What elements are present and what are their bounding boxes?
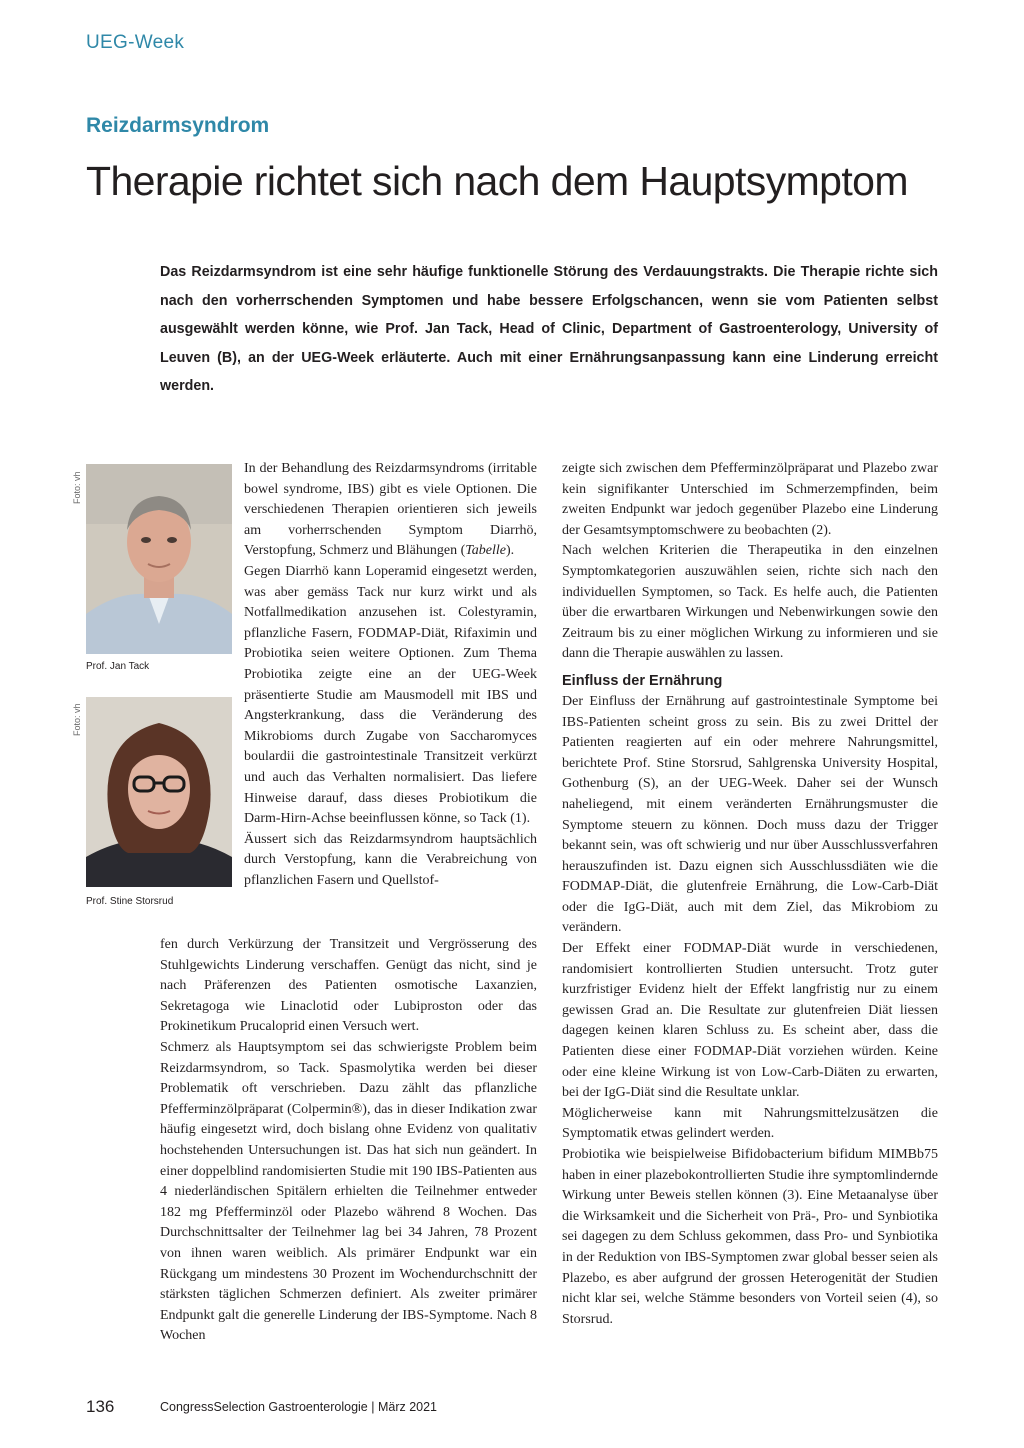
body-paragraph: Schmerz als Hauptsymptom sei das schwierigste Problem beim Reizdarmsyndrom, so Tack. Spasmolytika werden bei dieser Problematik oft verschrieben. Dazu zählt das pflanzliche Pfefferminzölpräparat (Colpermin®), das in dieser Indikation zwar häufig eingesetzt wird, doch bislang ohne Evidenz von qualitativ hochstehenden Untersuchungen ist. Das hat sich nun geändert. In einer doppelblind randomisierten Studie mit 190 IBS-Patienten aus 4 niederländischen Spitälern erhielten die Teilnehmer entweder 182 mg Pfefferminzöl oder Plazebo während 8 Wochen. Das Durchschnittsalter der Teilnehmer lag bei 34 Jahren, 78 Prozent von ihnen waren weiblich. Als primärer Endpunkt war ein Rückgang um mindestens 30 Prozent im Wochendurchschnitt der stärksten täglichen Schmerzen definiert. Als zweiter primärer Endpunkt galt die generelle Linderung der IBS-Symptome. Nach 8 Wochen: [160, 1039, 537, 1344]
photo-credit: Foto: vh: [72, 471, 82, 504]
journal-footer: CongressSelection Gastroenterologie | März 2021: [160, 1400, 438, 1414]
body-paragraph: zeigte sich zwischen dem Pfefferminzölpräparat und Plazebo zwar kein signifikanter Unterschied im Schmerzempfinden, beim zweiten Endpunkt war jedoch gegenüber Plazebo eine Linderung der Gesamtsymptomschwere zu beobachten (2).: [562, 461, 938, 538]
portrait-photo-stine-storsrud: [86, 697, 232, 887]
body-text: ).: [505, 543, 515, 559]
portrait-photo-jan-tack: [86, 464, 232, 654]
article-column-1-top: [244, 459, 537, 935]
body-paragraph: Der Einfluss der Ernährung auf gastrointestinale Symptome bei IBS-Patienten scheint gross zu sein. Bis zu zwei Drittel der Patienten reagierten auf ein oder mehrere Nahrungsmittel, berichtete Prof. Stine Storsrud, Sahlgrenska University Hospital, Gothenburg (S), an der UEG-Week. Daher sei der Wunsch naheliegend, mit einem veränderten Ernährungsmuster die Symptome steuern zu können. Doch muss dazu der Trigger bekannt sein, was oft schwierig und nur über Ausschlussverfahren herauszufinden ist. Dazu eignen sich Ausschlussdiäten wie die FODMAP-Diät, die glutenfreie Ernährung, die Low-Carb-Diät oder die IgG-Diät, auch mit dem Ziel, das Mikrobiom zu verändern.: [562, 693, 938, 936]
body-text: In der Behandlung des Reizdarmsyndroms (irritable bowel syndrome, IBS) gibt es viele Optionen. Die verschiedenen Therapien orientieren sich jeweils am vorherrschenden Symptom Diarrhö, Verstopfung, Schmerz und Blähungen (: [244, 461, 537, 559]
photo-caption-jan-tack: Prof. Jan Tack: [86, 661, 150, 672]
photo-caption-stine-storsrud: Prof. Stine Storsrud: [86, 896, 174, 907]
article-column-1-bottom: [160, 935, 537, 1346]
body-paragraph: Nach welchen Kriterien die Therapeutika in den einzelnen Symptomkategorien auszuwählen seien, richte sich nach den individuellen Symptomen, so Tack. Es helfe auch, die Patienten über die erwartbaren Wirkungen und Nebenwirkungen sowie den Zeitraum bis zu einer möglichen Wirkung zu informieren und sie dann die Therapie auswählen zu lassen.: [562, 543, 938, 662]
table-reference: Tabelle: [465, 543, 506, 559]
portrait-illustration: [86, 697, 232, 887]
body-paragraph: Gegen Diarrhö kann Loperamid eingesetzt werden, was aber gemäss Tack nur kurz wirkt und als Notfallmedikation anzusehen ist. Colestyramin, pflanzliche Fasern, FODMAP-Diät, Rifaximin und Probiotika seien weitere Optionen. Zum Thema Probiotika zeigte eine an der UEG-Week präsentierte Studie am Mausmodell mit IBS und Angsterkrankung, dass die Veränderung des Mikrobioms durch Zugabe von Saccharomyces boulardii die gastrointestinale Transitzeit verkürzt und auch das Verhalten normalisiert. Das liefere Hinweise darauf, dass dieses Probiotikum die Darm-Hirn-Achse beeinflussen könne, so Tack (1).: [244, 563, 537, 827]
photo-credit: Foto: vh: [72, 703, 82, 736]
article-kicker: Reizdarmsyndrom: [86, 114, 270, 137]
body-paragraph: Äussert sich das Reizdarmsyndrom hauptsächlich durch Verstopfung, kann die Verabreichung von pflanzlichen Fasern und Quellstof-: [244, 831, 537, 888]
portrait-illustration: [86, 464, 232, 654]
body-paragraph: Probiotika wie beispielweise Bifidobacterium bifidum MIMBb75 haben in einer plazebokontrollierten Studie ihre symptomlindernde Wirkung unter Beweis stellen können (3). Eine Metaanalyse über die Wirksamkeit und die Sicherheit von Prä-, Pro- und Synbiotika sei dagegen zu dem Schluss gekommen, dass Pro- und Synbiotika in der Reduktion von IBS-Symptomen zwar global besser seien als Plazebo, es aber aufgrund der grossen Heterogenität der Studien nicht klar sei, welche Stämme besonders von Vorteil seien (4), so Storsrud.: [562, 1147, 938, 1327]
section-label: UEG-Week: [86, 32, 185, 53]
article-lead: Das Reizdarmsyndrom ist eine sehr häufige funktionelle Störung des Verdauungstrakts. Die Therapie richte sich nach den vorherrschenden Symptomen und habe bessere Erfolgschancen, wenn sie vom Patienten selbst ausgewählt werden könne, wie Prof. Jan Tack, Head of Clinic, Department of Gastroenterology, University of Leuven (B), an der UEG-Week erläuterte. Auch mit einer Ernährungsanpassung kann eine Linderung erreicht werden.: [160, 264, 938, 395]
body-paragraph: fen durch Verkürzung der Transitzeit und Vergrösserung des Stuhlgewichts Linderung verschaffen. Genügt das nicht, sind je nach Präferenzen des Patienten osmotische Laxanzien, Sekretagoga wie Linaclotid oder Lubiproston oder das Prokinetikum Prucaloprid einen Versuch wert.: [160, 937, 537, 1035]
body-paragraph: Möglicherweise kann mit Nahrungsmittelzusätzen die Symptomatik etwas gelindert werden.: [562, 1105, 938, 1142]
body-paragraph: [244, 459, 537, 562]
article-title: Therapie richtet sich nach dem Hauptsymptom: [86, 158, 908, 204]
section-subheading: Einfluss der Ernährung: [562, 672, 723, 689]
body-paragraph: Der Effekt einer FODMAP-Diät wurde in verschiedenen, randomisiert kontrollierten Studien untersucht. Trotz guter kurzfristiger Evidenz hielt der Effekt langfristig nur zu einem gewissen Grad an. Die Resultate zur glutenfreien Diät liessen dagegen keinen klaren Schluss zu. Es scheint aber, dass die Patienten diese einer FODMAP-Diät vorziehen würden. Keine oder eine kleine Wirkung ist von Low-Carb-Diäten zu erwarten, bei der IgG-Diät sind die Resultate unklar.: [562, 941, 938, 1101]
article-column-2: [562, 459, 938, 1349]
page-number: 136: [86, 1397, 115, 1416]
